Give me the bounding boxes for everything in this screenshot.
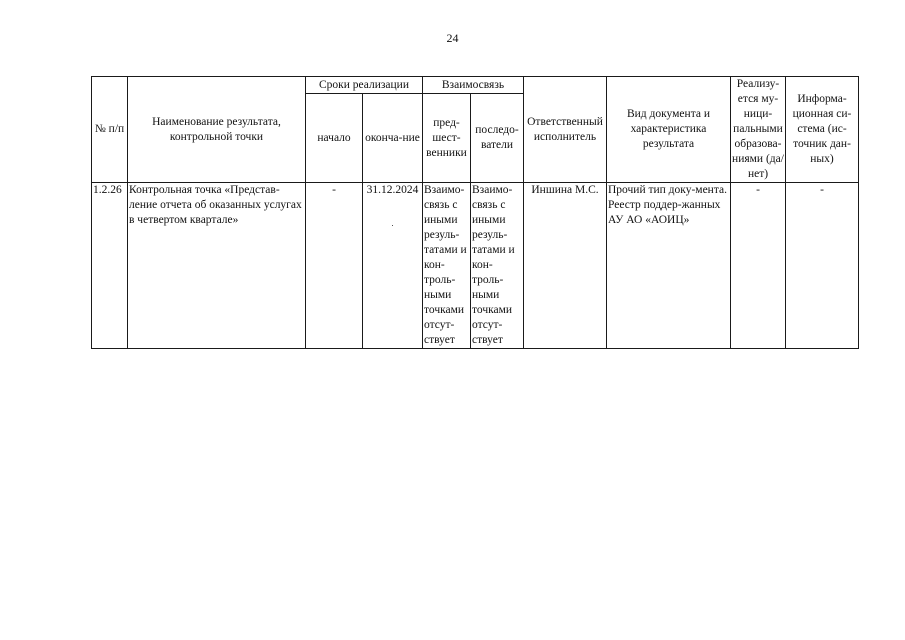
cell-predecessors: Взаимо-связь с иными резуль-татами и кон-троль-ными точками отсут-ствует bbox=[423, 183, 471, 349]
header-predecessors: пред-шест-венники bbox=[423, 94, 471, 183]
cell-end bbox=[363, 183, 423, 349]
table-row bbox=[92, 183, 859, 349]
cell-name: Контрольная точка «Представ-ление отчета об оказанных услугах в четвертом квартале» bbox=[128, 183, 306, 349]
header-name: Наименование результата, контрольной точки bbox=[128, 77, 306, 183]
cell-doc-type: Прочий тип доку-мента. Реестр поддер-жанных АУ АО «АОИЦ» bbox=[607, 183, 731, 349]
header-successors: последо-ватели bbox=[471, 94, 524, 183]
header-end: оконча-ние bbox=[363, 94, 423, 183]
cell-successors: Взаимо-связь с иными резуль-татами и кон-троль-ными точками отсут-ствует bbox=[471, 183, 524, 349]
header-doc-type: Вид документа и характеристика результата bbox=[607, 77, 731, 183]
header-terms-group: Сроки реализации bbox=[306, 77, 423, 94]
page-number: 24 bbox=[446, 31, 459, 45]
header-info-system: Информа-ционная си-стема (ис-точник дан-ных) bbox=[786, 77, 859, 183]
cell-municipal: - bbox=[731, 183, 786, 349]
header-relations-group: Взаимосвязь bbox=[423, 77, 524, 94]
header-num: № п/п bbox=[92, 77, 128, 183]
results-table bbox=[91, 76, 859, 349]
header-executor: Ответственный исполнитель bbox=[524, 77, 607, 183]
cell-start: - bbox=[306, 183, 363, 349]
table-header bbox=[92, 77, 859, 183]
cell-num: 1.2.26 bbox=[92, 183, 128, 349]
cell-end-date: 31.12.2024 bbox=[366, 184, 419, 196]
header-start: начало bbox=[306, 94, 363, 183]
cell-info-system: - bbox=[786, 183, 859, 349]
cell-executor: Иншина М.С. bbox=[524, 183, 607, 349]
cell-end-mark: . bbox=[391, 219, 394, 228]
header-municipal: Реализу-ется му-ници-пальными образова-ниями (да/нет) bbox=[731, 77, 786, 183]
